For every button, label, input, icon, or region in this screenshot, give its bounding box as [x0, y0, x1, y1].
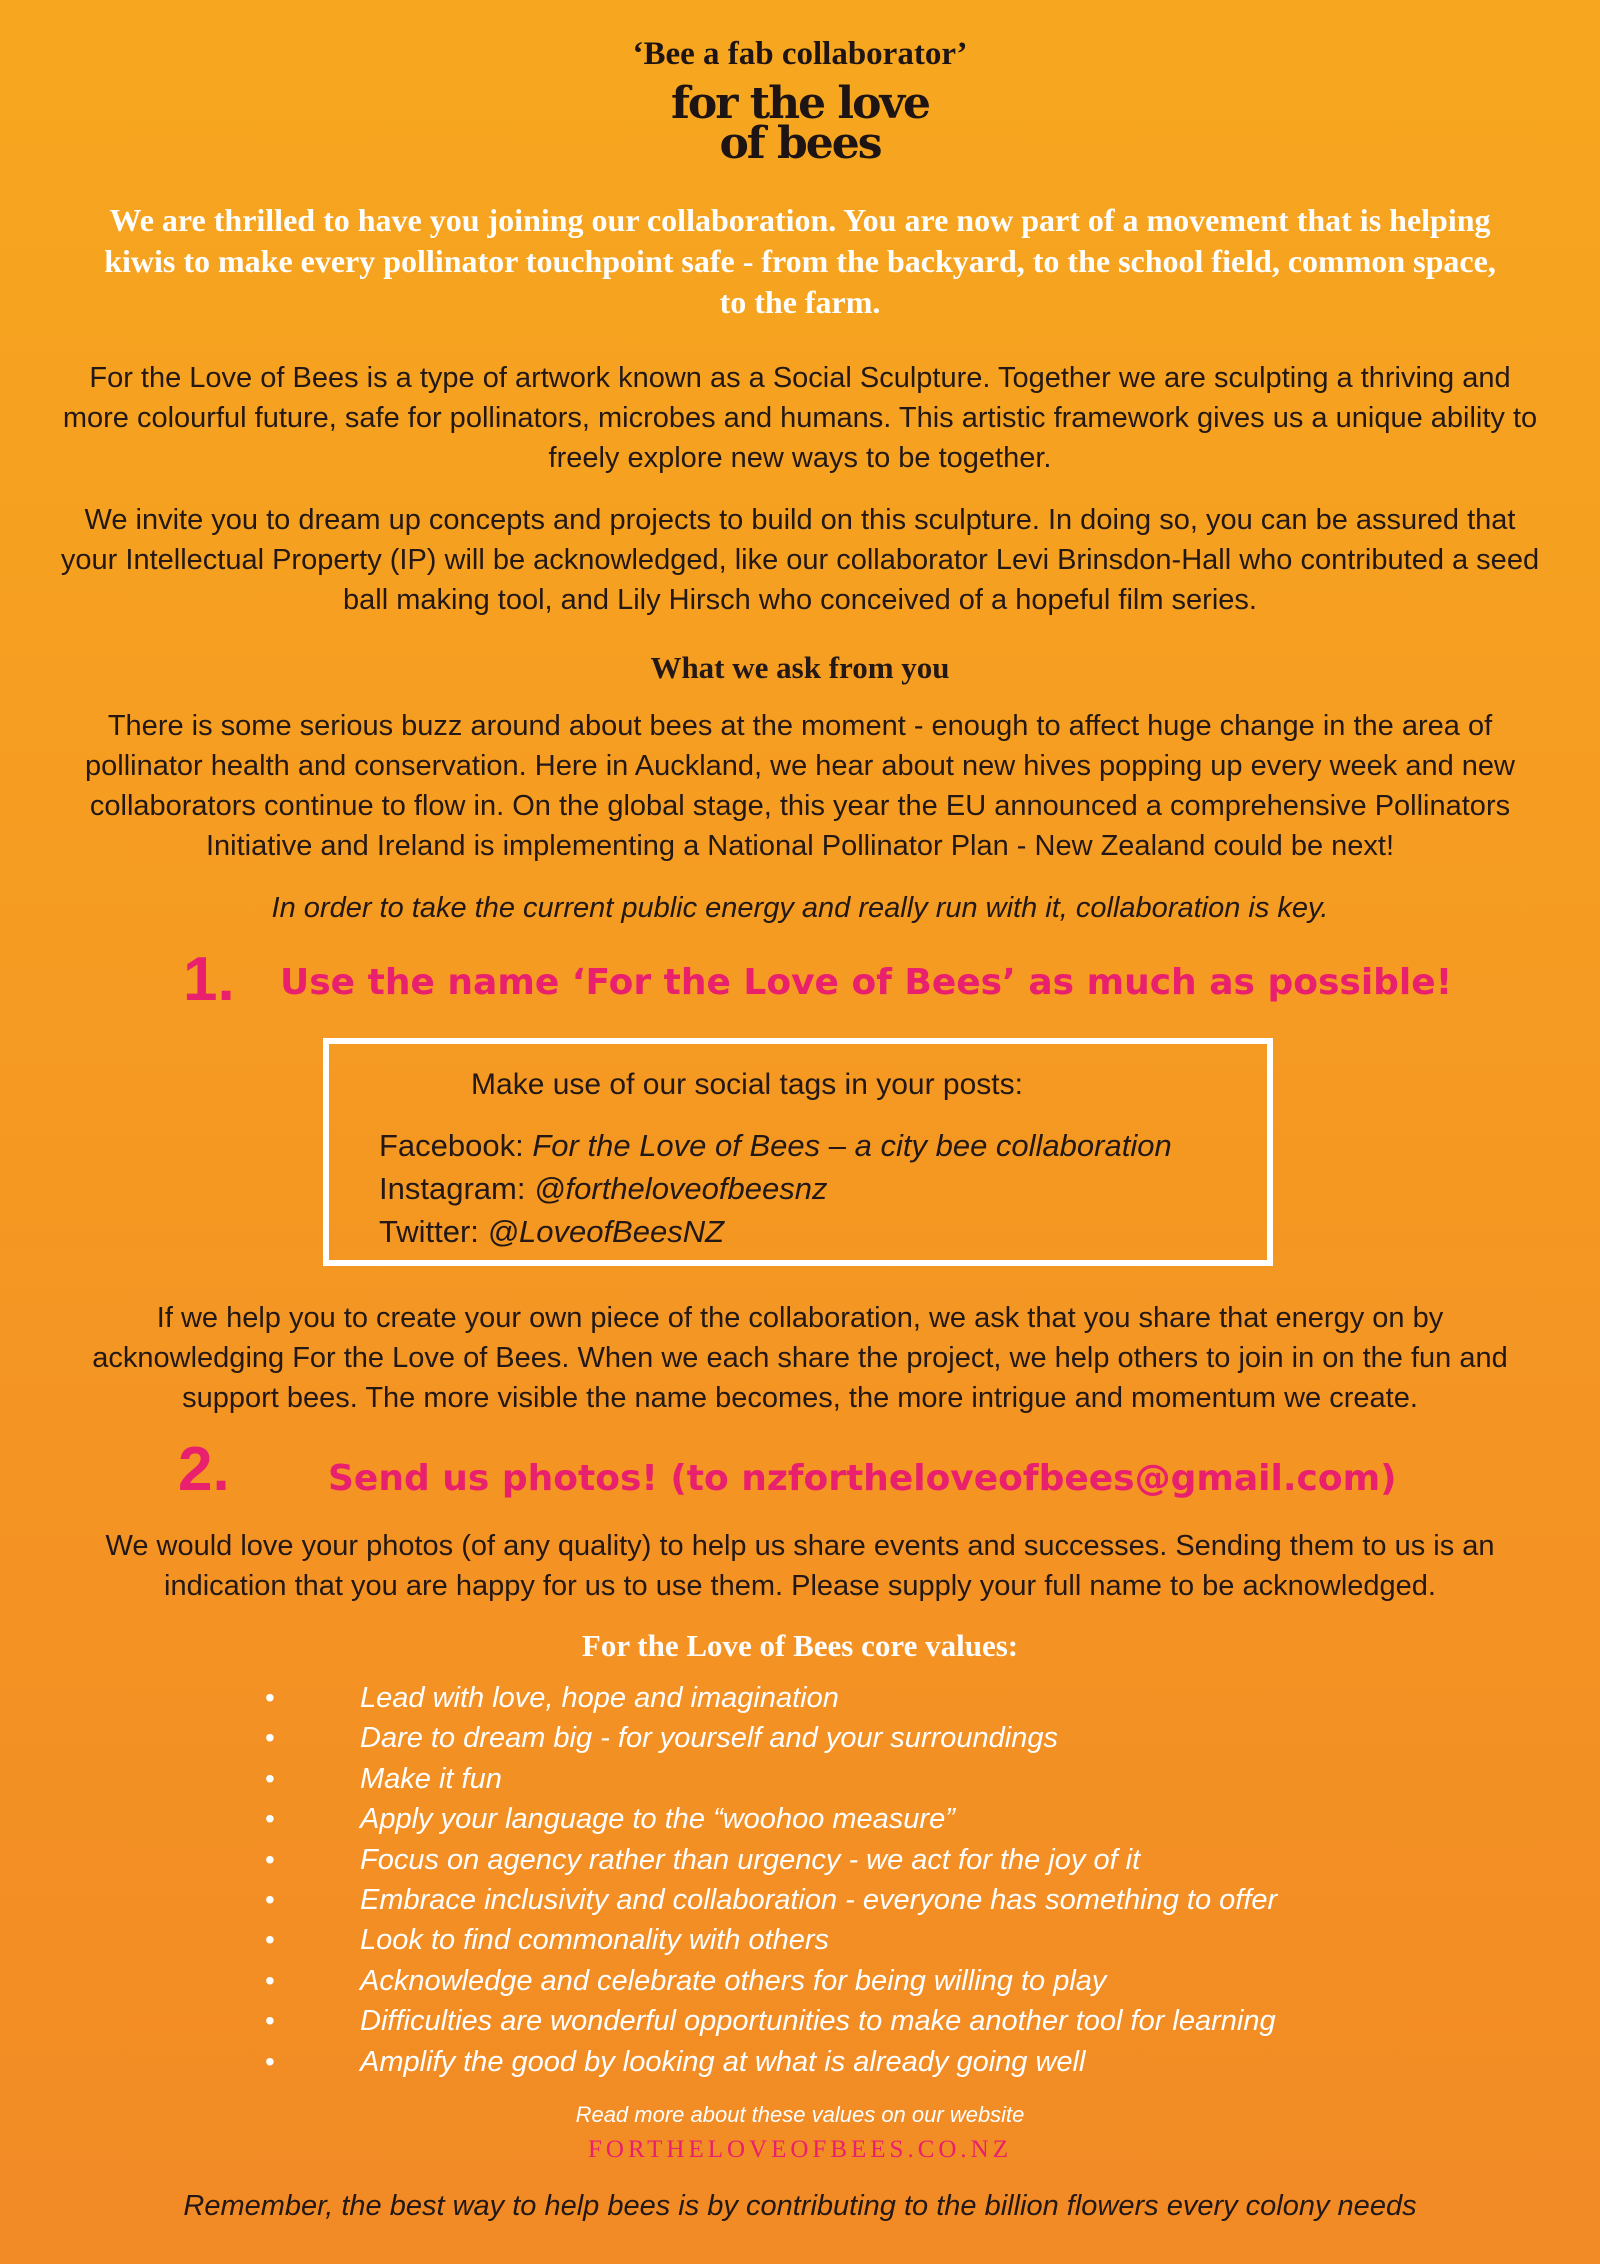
collaboration-key-line: In order to take the current public energy and really run with it, collaboration is key.: [271, 892, 1329, 924]
value-text: Look to find commonality with others: [360, 1924, 830, 1957]
logo-line-1: for the love: [670, 78, 930, 129]
bullet: •: [265, 1883, 275, 1915]
read-more-text: Read more about these values on our website: [575, 2102, 1025, 2127]
tagline: ‘Bee a fab collaborator’: [632, 36, 968, 72]
social-tags-box: [323, 1038, 1273, 1266]
invite-paragraph: We invite you to dream up concepts and projects to build on this sculpture. In doing so, you can be assured that your Intellectual Property (IP) will be acknowledged, like our collaborator Levi Brinsdon-Hall who contributed a seed ball making tool, and Lily Hirsch who conceived of a hopeful film series.: [60, 504, 1540, 616]
bullet: •: [265, 1722, 275, 1754]
twitter-label: Twitter:: [379, 1214, 488, 1249]
value-text: Acknowledge and celebrate others for being willing to play: [360, 1964, 1107, 1997]
value-text: Make it fun: [360, 1762, 502, 1795]
bullet: •: [265, 1762, 275, 1794]
value-text: Dare to dream big - for yourself and your surroundings: [360, 1722, 1058, 1755]
social-tags-title: Make use of our social tags in your posts:: [471, 1068, 1023, 1101]
intro-paragraph: We are thrilled to have you joining our collaboration. You are now part of a movement that is helping kiwis to make every pollinator touchpoint safe - from the backyard, to the school field, common space, to the farm.: [104, 202, 1496, 320]
value-text: Embrace inclusivity and collaboration - everyone has something to offer: [360, 1883, 1278, 1916]
bullet: •: [265, 1803, 275, 1835]
ask-heading: What we ask from you: [650, 650, 950, 685]
value-item: [0, 1840, 1600, 1880]
facebook-value: For the Love of Bees – a city bee collaboration: [532, 1128, 1172, 1163]
bullet: •: [265, 1843, 275, 1875]
twitter-tag: [379, 1214, 724, 1250]
value-text: Lead with love, hope and imagination: [360, 1682, 839, 1714]
bullet: •: [265, 1964, 275, 1996]
step-1-paragraph: If we help you to create your own piece of the collaboration, we ask that you share that energy on by acknowledging For the Love of Bees. When we each share the project, we help others to join in on the fun and support bees. The more visible the name becomes, the more intrigue and momentum we create.: [92, 1302, 1508, 1414]
logo-line-2: of bees: [719, 118, 881, 169]
facebook-label: Facebook:: [379, 1128, 533, 1163]
value-item: [0, 1880, 1600, 1920]
value-item: [0, 1799, 1600, 1839]
bullet: •: [265, 1682, 275, 1713]
step-2-title: Send us photos! (to nzfortheloveofbees@gmail.com): [328, 1458, 1397, 1499]
bullet: •: [265, 2005, 275, 2037]
value-text: Focus on agency rather than urgency - we act for the joy of it: [360, 1843, 1141, 1876]
instagram-tag: [379, 1171, 828, 1207]
step-1-number: 1.: [183, 945, 235, 1014]
closing-line: Remember, the best way to help bees is by contributing to the billion flowers every colony needs: [183, 2190, 1417, 2222]
bullet: •: [265, 2045, 275, 2077]
value-item: [0, 1920, 1600, 1960]
value-text: Amplify the good by looking at what is already going well: [360, 2045, 1086, 2078]
ask-paragraph: There is some serious buzz around about bees at the moment - enough to affect huge change in the area of pollinator health and conservation. Here in Auckland, we hear about new hives popping up every week and new collaborators continue to flow in. On the global stage, this year the EU announced a comprehensive Pollinators Initiative and Ireland is implementing a National Pollinator Plan - New Zealand could be next!: [85, 710, 1515, 862]
values-list: [0, 1678, 1600, 2082]
instagram-label: Instagram:: [379, 1171, 535, 1206]
twitter-value: @LoveofBeesNZ: [487, 1214, 725, 1249]
value-item: [0, 1678, 1600, 1718]
value-item: [0, 1759, 1600, 1799]
value-text: Apply your language to the “woohoo measure”: [360, 1803, 955, 1836]
step-2-number: 2.: [178, 1435, 230, 1504]
step-1-title: Use the name ‘For the Love of Bees’ as much as possible!: [280, 962, 1453, 1003]
values-heading: For the Love of Bees core values:: [581, 1628, 1019, 1663]
instagram-value: @fortheloveofbeesnz: [534, 1171, 828, 1206]
website-link[interactable]: FORTHELOVEOFBEES.CO.NZ: [587, 2136, 1012, 2163]
value-text: Difficulties are wonderful opportunities to make another tool for learning: [360, 2005, 1276, 2038]
step-2-paragraph: We would love your photos (of any quality) to help us share events and successes. Sending them to us is an indication that you are happy for us to use them. Please supply your full name to be acknowledged.: [105, 1530, 1495, 1602]
bullet: •: [265, 1924, 275, 1956]
facebook-tag: [379, 1128, 1172, 1164]
logo: [0, 78, 1600, 169]
value-item: [0, 1718, 1600, 1758]
sculpture-paragraph: For the Love of Bees is a type of artwork known as a Social Sculpture. Together we are sculpting a thriving and more colourful future, safe for pollinators, microbes and humans. This artistic framework gives us a unique ability to freely explore new ways to be together.: [62, 362, 1538, 474]
value-item: [0, 2001, 1600, 2041]
value-item: [0, 2042, 1600, 2082]
value-item: [0, 1961, 1600, 2001]
